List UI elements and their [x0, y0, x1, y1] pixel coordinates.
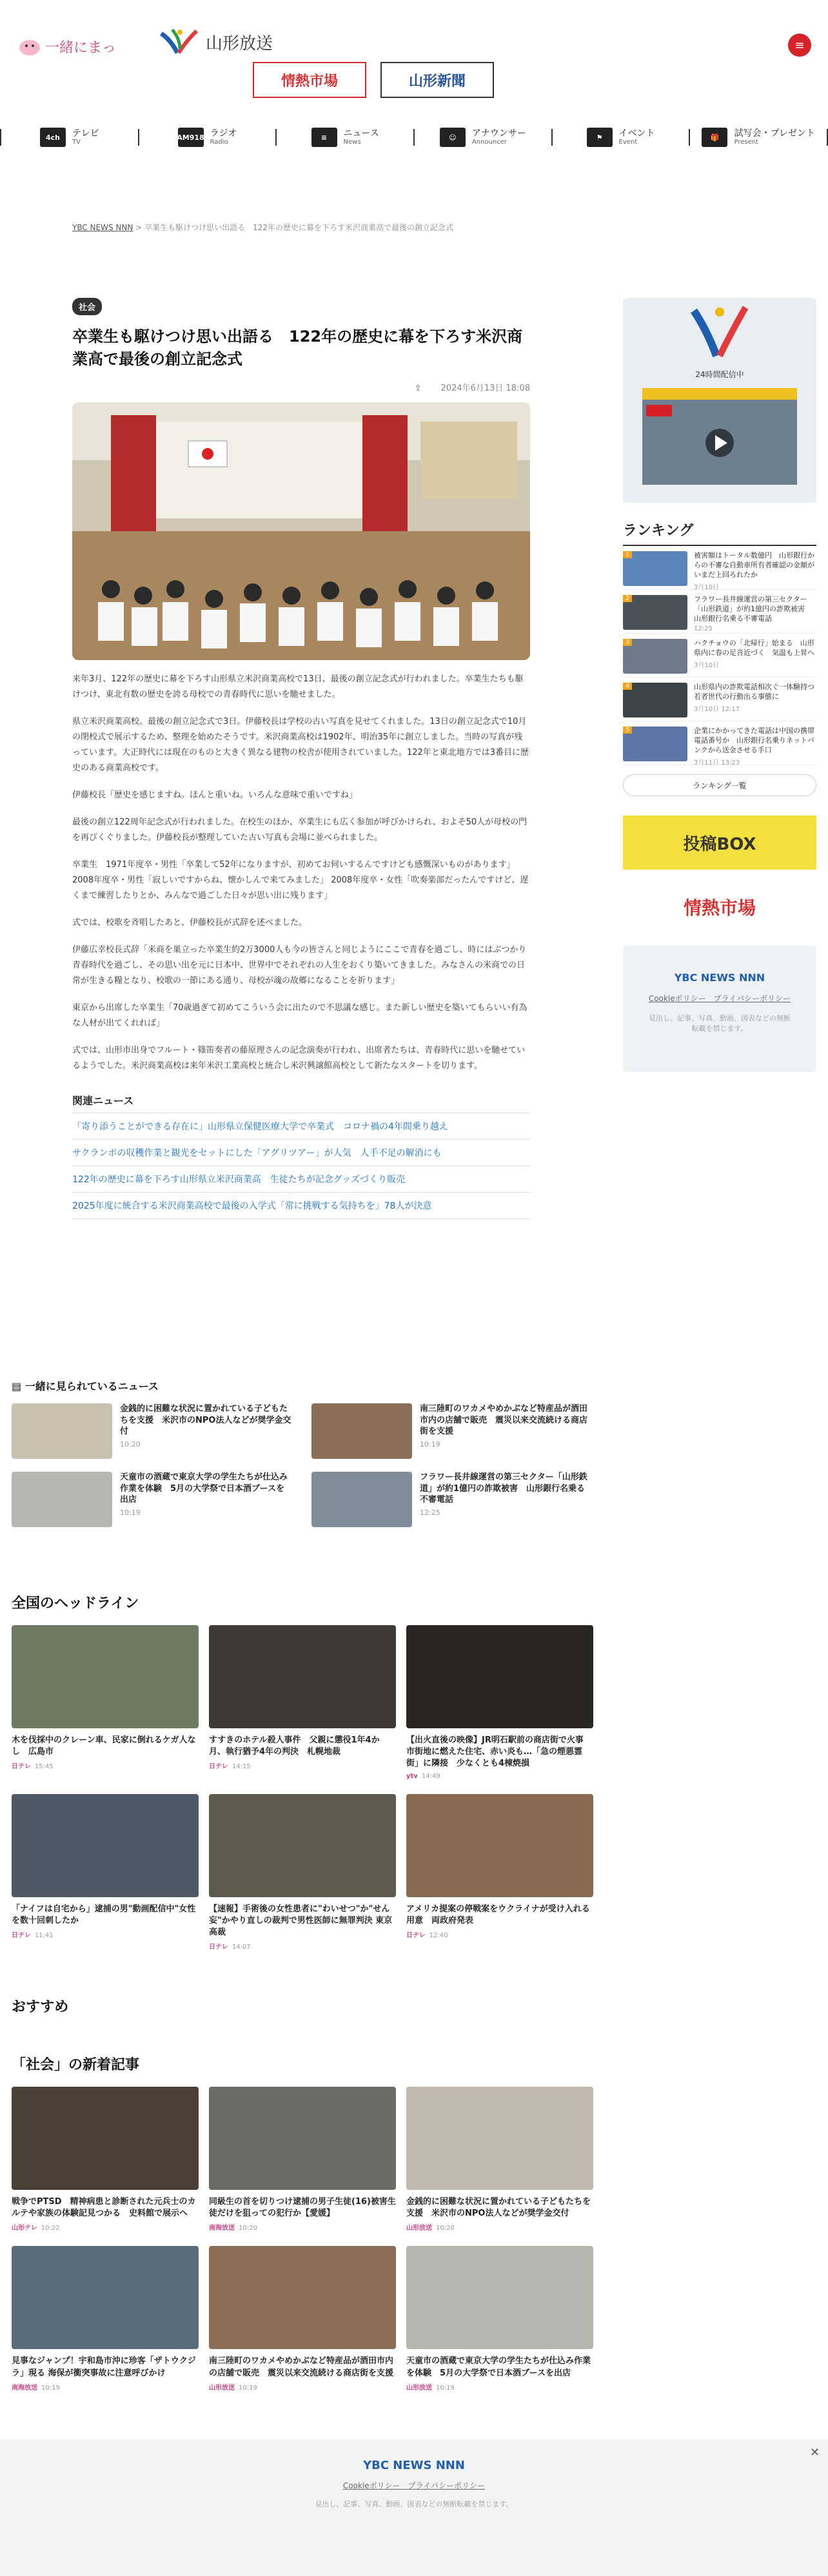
ranking-all-button[interactable]: ランキング一覧 — [623, 774, 816, 796]
menu-icon[interactable]: ≡ — [788, 34, 811, 57]
global-nav — [0, 116, 828, 159]
ranking-date: 12:25 — [694, 625, 713, 632]
news-card[interactable] — [12, 1403, 292, 1460]
page-footer — [0, 2439, 828, 2576]
ranking-thumb — [623, 551, 687, 586]
source-name: 日テレ — [209, 1944, 228, 1951]
news-card[interactable] — [12, 2087, 199, 2232]
news-source — [12, 2222, 199, 2232]
news-source — [406, 2382, 593, 2392]
toko-box-banner[interactable]: 投稿BOX — [623, 815, 816, 870]
news-title: 金銭的に困難な状況に置かれている子どもたちを支援 米沢市のNPO法人などが奨学金交付 — [120, 1404, 291, 1437]
news-card[interactable] — [406, 1794, 593, 1951]
paragraph: 最後の創立122周年記念式が行われました。在校生のほか、卒業生にも広く参加が呼びかけられ、およそ50人が母校の門を再びくぐりました。伊藤校長が整理していた古い写真も会場に並べられました。 — [72, 817, 527, 843]
article-meta — [72, 381, 530, 393]
ranking-date: 3月10日 — [694, 661, 720, 669]
news-thumb — [311, 1403, 412, 1459]
announcer-icon: ☺ — [440, 128, 466, 147]
nav-tv[interactable] — [0, 129, 138, 146]
source-name: 日テレ — [12, 1763, 31, 1771]
news-title: 「ナイフは自宅から」逮捕の男"動画配信中"女性を数十回刺したか — [12, 1904, 196, 1926]
news-title: 天童市の酒蔵で東京大学の学生たちが仕込み作業を体験 5月の大学祭で日本酒ブースを出店 — [406, 2356, 591, 2378]
related-link[interactable]: 122年の歴史に幕を下ろす山形県立米沢商業高 生徒たちが記念グッズづくり販売 — [72, 1166, 530, 1192]
ranking-date: 3月11日 13:23 — [694, 759, 740, 766]
ranking-item[interactable] — [623, 678, 816, 721]
social-heading: 「社会」の新着記事 — [12, 2057, 140, 2073]
news-time: 10:19 — [420, 1439, 440, 1449]
news-card[interactable] — [406, 2246, 593, 2391]
news-source — [209, 1761, 396, 1770]
source-name: 南海放送 — [209, 2225, 235, 2232]
news-thumb — [406, 1625, 593, 1728]
news-card[interactable] — [12, 1625, 199, 1780]
rank-number: 3 — [623, 639, 632, 646]
gift-icon: 🎁 — [702, 128, 727, 147]
live-player-art — [623, 298, 816, 503]
news-time: 14:15 — [232, 1763, 251, 1771]
ybc-mark-icon — [158, 27, 203, 57]
sidebar-footer — [623, 946, 816, 1072]
article-body — [72, 672, 530, 1075]
breadcrumb-sep: > — [135, 223, 143, 232]
news-source — [209, 2382, 396, 2392]
social-section — [12, 2054, 592, 2392]
news-source — [12, 1761, 199, 1770]
footer-links[interactable]: Cookieポリシー プライバシーポリシー — [342, 2481, 486, 2490]
ranking-title: フラワー長井線運営の第三セクター「山形鉄道」が約1億円の詐欺被害 山形銀行名乗る不審電話 — [694, 595, 812, 623]
news-thumb — [209, 2087, 396, 2190]
news-card[interactable] — [209, 2087, 396, 2232]
paragraph: 伊藤校長「歴史を感じますね。ほんと重いね。いろんな意味で重いですね」 — [72, 790, 358, 800]
news-source — [209, 1941, 396, 1951]
nav-news[interactable] — [275, 129, 413, 146]
source-name: 山形テレ — [12, 2225, 37, 2232]
rank-number: 2 — [623, 595, 632, 602]
news-time: 10:19 — [436, 2384, 455, 2392]
ybc-logo[interactable] — [158, 27, 273, 57]
site-header — [0, 0, 828, 110]
news-title: フラワー長井線運営の第三セクター「山形鉄道」が約1億円の詐欺被害 山形銀行名乗る不審電話 — [420, 1472, 587, 1505]
footer-note: 見出し、記事、写真、動画、図表などの無断転載を禁じます。 — [315, 2500, 513, 2508]
ranking-title: 企業にかかってきた電話は中国の携帯電話番号か 山形銀行名乗りネットバンクから送金させる手口 — [694, 727, 814, 754]
news-time: 15:45 — [34, 1763, 54, 1771]
paragraph: 来年3月、122年の歴史に幕を下ろす山形県立米沢商業高校で13日、最後の創立記念式が行われました。卒業生たちも駆けつけ、東北有数の歴史を誇る母校での青春時代に思いを馳せました。 — [72, 674, 524, 699]
sidebar — [623, 298, 816, 1072]
news-title: 【出火直後の映像】JR明石駅前の商店街で火事 市街地に燃えた住宅、赤い炎も…「急の煙悪霊街」に隣接 少なくとも4棟焼損 — [406, 1735, 592, 1769]
tv-icon: 4ch — [40, 128, 66, 147]
paragraph: 県立米沢商業高校。最後の創立記念式で3日。伊藤校長は学校の古い写真を見せてくれました。13日の創立記念式で10月の閉校式で展示するため、整理を始めたそうです。米沢商業高校は1902年、明治35年に創立しました。当時の写真が残っています。大正時代には現在のものと大きく異なる建物の校舎が使用されていました。122年と東北地方では3番目に歴史のある商業高校です。 — [72, 716, 529, 773]
breadcrumb-home[interactable]: YBC NEWS NNN — [72, 223, 133, 232]
share-icon[interactable]: ⇪ — [414, 383, 422, 393]
ceremony-photo — [72, 402, 530, 660]
radio-icon: AM918 — [178, 128, 204, 147]
news-source — [209, 2222, 396, 2232]
news-title: 戦争でPTSD 精神病患と診断された元兵士のカルテや家族の体験記見つかる 史料館で展示へ — [12, 2197, 196, 2219]
news-title: 【速報】手術後の女性患者に"わいせつ"か"せん妄"かやり直しの裁判で男性医師に無罪判決 東京高裁 — [209, 1904, 393, 1937]
joho-ichiba-side-banner[interactable]: 情熱市場 — [683, 897, 756, 919]
source-name: 山形放送 — [209, 2384, 235, 2392]
news-thumb — [406, 2246, 593, 2349]
news-thumb — [311, 1472, 412, 1527]
news-title: 南三陸町のワカメやめかぶなど特産品が酒田市内の店舗で販売 震災以来交流続ける商店街を支援 — [209, 2356, 394, 2378]
news-time: 10:19 — [239, 2384, 257, 2392]
recommend-section — [12, 1996, 592, 2016]
nav-label: テレビ — [72, 128, 99, 139]
news-card[interactable] — [311, 1403, 592, 1460]
copyright-note: 見出し、記事、写真、動画、図表などの無断転載を禁じます。 — [649, 1014, 791, 1033]
news-thumb — [12, 1625, 199, 1728]
ranking-item[interactable] — [623, 721, 816, 765]
news-time: 12:40 — [429, 1931, 448, 1939]
ranking-thumb — [623, 683, 687, 717]
ranking-item[interactable] — [623, 634, 816, 678]
nav-sub: Radio — [210, 139, 228, 146]
source-name: 日テレ — [406, 1931, 426, 1939]
news-thumb — [209, 2246, 396, 2349]
article-title: 卒業生も駆けつけ思い出語る 122年の歴史に幕を下ろす米沢商業高で最後の創立記念式 — [72, 327, 523, 368]
nav-sub: Announcer — [471, 139, 507, 146]
live-player[interactable] — [623, 298, 816, 503]
news-source — [406, 2222, 593, 2232]
related-link[interactable]: サクランボの収穫作業と観光をセットにした「アグリツアー」が人気 人手不足の解消にも — [72, 1139, 530, 1166]
ranking-item[interactable] — [623, 590, 816, 634]
source-name: 山形放送 — [406, 2225, 432, 2232]
breadcrumb-current: 卒業生も駆けつけ思い出語る 122年の歴史に幕を下ろす米沢商業高で最後の創立記念式 — [144, 223, 453, 232]
together-section — [12, 1378, 592, 1528]
news-card[interactable] — [209, 1794, 396, 1951]
ranking-heading: ランキング — [623, 520, 816, 546]
article-date: 2024年6月13日 18:08 — [440, 383, 530, 393]
news-title: すすきのホテル殺人事件 父親に懲役1年4か月、執行猶予4年の判決 札幌地裁 — [209, 1735, 380, 1757]
news-source — [12, 1929, 199, 1939]
nav-announcer[interactable] — [413, 129, 551, 146]
news-thumb — [12, 2087, 199, 2190]
joho-ichiba-banner[interactable]: 情熱市場 — [253, 62, 366, 98]
ranking-date: 3月10日 12:17 — [694, 705, 740, 713]
news-time: 10:20 — [239, 2225, 257, 2232]
ranking-thumb — [623, 727, 687, 761]
nav-sub: Present — [734, 139, 758, 146]
pig-icon — [18, 37, 41, 56]
ranking-thumb — [623, 639, 687, 674]
related-list — [72, 1113, 530, 1219]
together-heading-text: 一緒に見られているニュース — [25, 1380, 159, 1392]
news-title: アメリカ提案の停戦案をウクライナが受け入れる用意 両政府発表 — [406, 1904, 590, 1926]
paragraph: 式では、校歌を斉唱したあと、伊藤校長が式辞を述べました。 — [72, 918, 308, 928]
close-icon[interactable]: ✕ — [810, 2446, 820, 2459]
news-time: 14:49 — [421, 1772, 440, 1780]
news-thumb — [12, 1403, 112, 1459]
nav-radio[interactable] — [138, 129, 276, 146]
news-card[interactable] — [406, 1625, 593, 1780]
news-card[interactable] — [209, 2246, 396, 2391]
news-title: 南三陸町のワカメやめかぶなど特産品が酒田市内の店舗で販売 震災以来交流続ける商店街を支援 — [420, 1404, 588, 1437]
news-thumb — [406, 1794, 593, 1897]
ranking-item[interactable] — [623, 546, 816, 590]
news-thumb — [12, 1472, 112, 1527]
paragraph: 伊藤広幸校長式辞「米商を巣立った卒業生約2万3000人も今の皆さんと同じようにここで青春を過ごし、時にはぶつかり青春時代を過ごし、その思い出を元に日本中、世界中でそれぞれの人生をおくり築いてきました。みなさんの米商での日常が生きる糧となり、校歌の一節にある通り、母校が魂の故郷になることを祈ります」 — [72, 945, 527, 986]
news-title: 木を伐採中のクレーン車、民家に倒れるケガ人なし 広島市 — [12, 1735, 196, 1757]
nav-present[interactable] — [689, 129, 828, 146]
nav-label: イベント — [618, 128, 655, 139]
together-heading: ▤ 一緒に見られているニュース — [12, 1380, 159, 1392]
nav-sub: News — [343, 139, 361, 146]
source-name: 日テレ — [12, 1931, 31, 1939]
news-card[interactable] — [12, 1472, 292, 1528]
ybc-news-logo: YBC NEWS NNN — [674, 971, 765, 984]
news-thumb — [209, 1625, 396, 1728]
news-source — [406, 1773, 593, 1780]
news-title: 見事なジャンプ！宇和島市沖に珍客「ザトウクジラ」現る 海保が衝突事故に注意呼びかけ — [12, 2356, 196, 2378]
related-link[interactable]: 「寄り添うことができる存在に」山形県立保健医療大学で卒業式 コロナ禍の4年間乗り越え — [72, 1113, 530, 1139]
news-time: 10:22 — [41, 2225, 60, 2232]
rank-number: 1 — [623, 551, 632, 558]
ranking-title: 被害額はトータル数億円 山形銀行からの不審な自動車所有者確認の金額がいまだ上回ろれたか — [694, 551, 814, 579]
live-label: 24時間配信中 — [695, 370, 744, 379]
news-source — [406, 1929, 593, 1939]
news-card[interactable] — [406, 2087, 593, 2232]
source-name: 日テレ — [209, 1763, 228, 1771]
related-link[interactable]: 2025年度に統合する米沢商業高校で最後の入学式「常に挑戦する気持ちを」78人が決意 — [72, 1192, 530, 1219]
news-thumb — [406, 2087, 593, 2190]
news-icon: ≡ — [311, 128, 337, 147]
news-title: 天童市の酒蔵で東京大学の学生たちが仕込み作業を体験 5月の大学祭で日本酒ブースを出店 — [120, 1472, 288, 1505]
ranking-title: 山形県内の詐欺電話相次ぐ一体験持つ若者世代の行動出る事態に — [694, 683, 814, 701]
news-thumb — [12, 1794, 199, 1897]
paragraph: 卒業生 1971年度卒・男性「卒業して52年になりますが、初めてお伺いするんですけども感慨深いものがあります」 2008年度卒・男性「寂しいですからね、懐かしんで来てみました」 2008年度卒・女性「吹奏楽部だったんですけど、遅くまで練習したりとか、みんなで過ごした日々が思い出に残ります」 — [72, 860, 529, 901]
news-time: 10:19 — [41, 2384, 60, 2392]
nav-sub: TV — [72, 139, 81, 146]
paragraph: 式では、山形市出身でフルート・篠笛奏者の藤原理さんの記念演奏が行われ、出席者たちは、青春時代に思いを馳せているようでした。米沢商業高校は来年米沢工業高校と統合し米沢興譲館高校として新たなスタートを切ります。 — [72, 1046, 526, 1071]
news-card[interactable] — [12, 1794, 199, 1951]
paragraph: 東京から出席した卒業生「70歳過ぎて初めてこういう会に出たので不思議な感じ。また新しい歴史を築いてもらいい有為な人材が出てくれれば」 — [72, 1003, 527, 1029]
news-card[interactable] — [12, 2246, 199, 2391]
news-card[interactable] — [209, 1625, 396, 1780]
nav-label: アナウンサー — [471, 128, 526, 139]
nav-event[interactable] — [551, 129, 689, 146]
footer-logo: YBC NEWS NNN — [363, 2459, 465, 2472]
news-time: 10:20 — [120, 1439, 141, 1449]
news-title: 金銭的に困難な状況に置かれている子どもたちを支援 米沢市のNPO法人などが奨学金交付 — [406, 2197, 591, 2219]
news-title: 同級生の首を切りつけ逮捕の男子生徒(16)被害生徒だけを狙っての犯行か【愛媛】 — [209, 2197, 396, 2219]
policy-links[interactable]: Cookieポリシー プライバシーポリシー — [648, 994, 791, 1003]
isshoni-text: 一緒にまっ — [45, 39, 117, 56]
flag-icon: ⚑ — [587, 128, 613, 147]
news-time: 10:19 — [120, 1508, 141, 1517]
news-time: 14:07 — [232, 1944, 251, 1951]
recommend-heading: おすすめ — [12, 1999, 69, 2015]
related-heading: 関連ニュース — [72, 1094, 134, 1107]
news-thumb — [209, 1794, 396, 1897]
news-card[interactable] — [311, 1472, 592, 1528]
ranking-thumb — [623, 595, 687, 630]
isshoni-logo[interactable] — [18, 34, 159, 59]
article — [72, 298, 530, 1219]
source-name: 南海放送 — [12, 2384, 37, 2392]
ranking-date: 3月10日 — [694, 583, 720, 591]
news-time: 12:25 — [420, 1508, 440, 1517]
ybc-name: 山形放送 — [206, 33, 273, 53]
nav-sub: Event — [618, 139, 638, 146]
breadcrumb — [72, 222, 453, 233]
source-name: ytv — [406, 1772, 418, 1780]
news-thumb — [12, 2246, 199, 2349]
yamagata-shimbun-banner[interactable]: 山形新聞 — [380, 62, 494, 98]
nav-label: ニュース — [343, 128, 379, 139]
national-section — [12, 1592, 592, 1951]
news-source — [12, 2382, 199, 2392]
category-tag[interactable]: 社会 — [72, 298, 102, 315]
news-time: 10:20 — [436, 2225, 455, 2232]
nav-label: ラジオ — [210, 128, 237, 139]
national-heading: 全国のヘッドライン — [12, 1595, 139, 1612]
rank-number: 5 — [623, 727, 632, 734]
ranking-title: ハクチョウの「北帰行」始まる 山形県内に春の足音近づく 気温も上昇へ — [694, 639, 814, 657]
source-name: 山形放送 — [406, 2384, 432, 2392]
article-photo — [72, 402, 530, 660]
rank-number: 4 — [623, 683, 632, 690]
news-time: 11:41 — [34, 1931, 54, 1939]
ranking-list — [623, 546, 816, 765]
nav-label: 試写会・プレゼント — [734, 128, 815, 139]
